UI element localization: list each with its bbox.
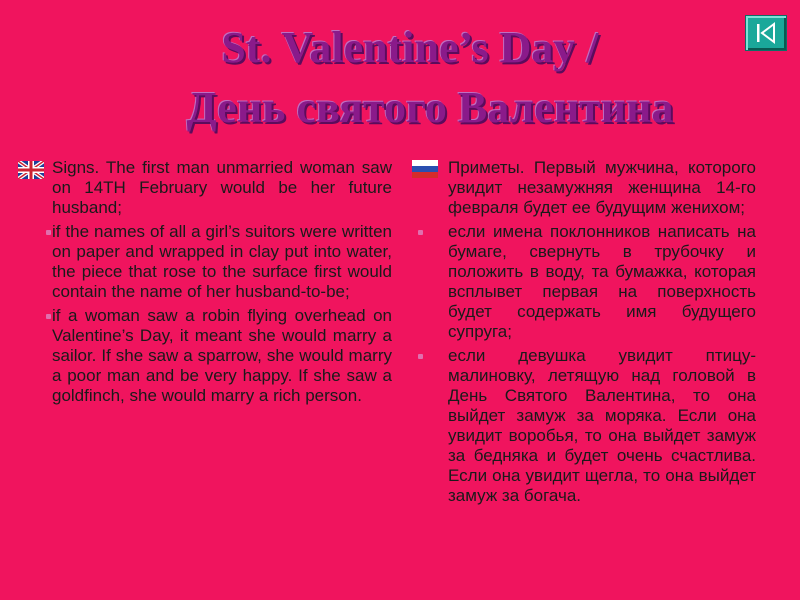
first-slide-icon (754, 21, 778, 45)
english-paragraph-3: if a woman saw a robin flying overhead on Valentine’s Day, it meant she would marry a sailor. If she saw a sparrow, she would marry a poor man and be very happy. If she saw a goldfinch, she would marry a rich person. (18, 306, 392, 406)
bullet-icon (46, 230, 51, 235)
russian-paragraph-1: Приметы. Первый мужчина, которого увидит незамужняя женщина 14-го февраля будет ее будущим женихом; (412, 158, 756, 218)
bullet-icon (418, 354, 423, 359)
uk-flag-icon (18, 161, 44, 179)
bullet-icon (46, 314, 51, 319)
russia-flag-icon (412, 160, 438, 178)
title-russian: День святого Валентина (186, 83, 674, 132)
title-english: St. Valentine’s Day / (221, 23, 599, 72)
english-paragraph-1: Signs. The first man unmarried woman saw on 14TH February would be her future husband; (18, 158, 392, 218)
russian-paragraph-3: если девушка увидит птицу-малиновку, летящую над головой в День Святого Валентина, то она выйдет замуж за моряка. Если она увидит воробья, то она выйдет замуж за бедняка и будет очень счастлива. Если она увидит щегла, то она выйдет замуж за богача. (412, 346, 756, 506)
bullet-icon (418, 230, 423, 235)
first-slide-button[interactable] (745, 15, 787, 51)
russian-column (412, 158, 756, 510)
english-paragraph-2: if the names of all a girl’s suitors were written on paper and wrapped in clay put into water, the piece that rose to the surface first would contain the name of her husband-to-be; (18, 222, 392, 302)
english-column (18, 158, 392, 410)
russian-paragraph-2: если имена поклонников написать на бумаге, свернуть в трубочку и положить в воду, та бумажка, которая всплывет первая на поверхность будет содержать имя будущего супруга; (412, 222, 756, 342)
